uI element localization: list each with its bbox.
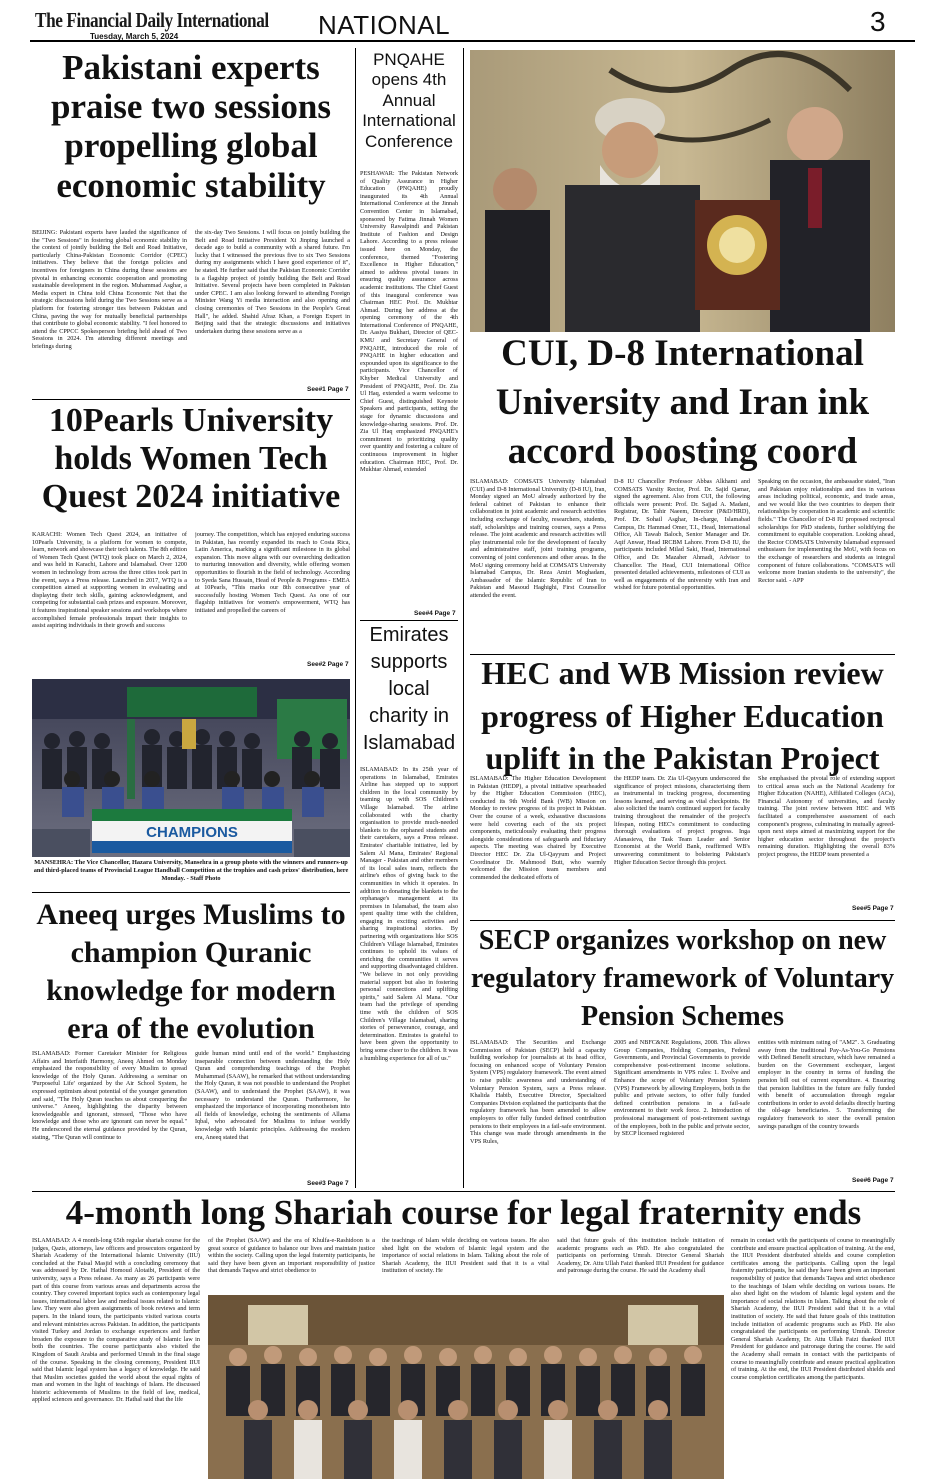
column-rule: [463, 48, 464, 1188]
story9-col4: said that future goals of this institution include initiation of academic programs such as PhD. He also congratulated the participants on performing Umrah. Director General Shariah Academy, Dr. Attu Ullah Faizi thanked IIUI President for guidance and patronage during the course. He said the Academy shall: [557, 1237, 724, 1275]
story2-col1: KARACHI: Women Tech Quest 2024, an initiative of 10Pearls University, is a platform for women to compete, learn, network and showcase their tech talents. The 8th edition of Women Tech Quest (WTQ) took place on March 2, 2024, and was held in Karachi, Lahore and Islamabad. Over 1200 women in technology from across the three cities took part in the event, says a Press release. Launched in 2017, WTQ is a competition aimed at supporting women in evaluating and displaying their tech skills, gaining acknowledgment, and competing for substantial cash prizes and exposure. Moreover, it features inspirational speaker sessions and workshops where accomplished female professionals impart their insights to assist aspiring individuals in their growth and success: [32, 531, 187, 630]
story9-col1: ISLAMABAD: A 4 month-long 65th regular shariah course for the judges, Qazis, attorneys, law officers and prosecutors organized by Shariah Academy of the International Islamic University (IIU) concluded at the Faisal Masjid with a concluding ceremony that was addressed by Dr. Hathal Homoud Alotaibi, President of the university, says a Press release. As many as 26 participants were part of this course from various areas and departments across the country. They covered important topics such as contemporary legal issues, international labor law and medical issues related to Islamic law. They were also given assignments of book reviews and term papers. In the inland tours, the participants visited various courts and relevant ministries across Pakistan. In addition, the participants visited Turkey and Jordan to exchange experiences and further broaden the exposure to the comparative study of Islamic law in both the countries. The course participants also visited the Kingdom of Saudi Arabia and performed Umrah in the final stage of the course. Speaking in the closing ceremony, President IIUI said that Islamic legal system has a legacy of knowledge. He said that Muslim societies guided the world about the equal rights of man and women in the light of teachings of Islam. He discussed historic achievements of Muslims in the field of law, medical, applied sciences and governance. Dr. Hathal said that the life: [32, 1237, 200, 1404]
story2-col2: journey. The competition, which has enjoyed enduring success in Pakistan, has recently expanded its reach to Costa Rica, Latin America, marking a significant milestone in its global expansion. This move aligns with our overarching dedication to nurturing innovation and diversity, while offering women opportunities to flourish in the field of technology. According to Syeda Sana Hussain, Head of People & Programs - EMEA at 10Pearls, "This marks our 8th consecutive year of successfully hosting Women Tech Quest. As one of our flagship initiatives for women's empowerment, WTQ has initiated and propelled the careers of: [195, 531, 350, 614]
mou-signing-photo: [470, 50, 895, 332]
story8-jump: See#6 Page 7: [852, 1177, 894, 1184]
story7-headline: HEC and WB Mission review progress of Higher Education uplift in the Pakistan Project: [481, 655, 884, 777]
story7-jump: See#5 Page 7: [852, 905, 894, 912]
divider: [32, 892, 350, 893]
story7-col1: ISLAMABAD: The Higher Education Development in Pakistan (HEDP), a pivotal initiative spearheaded by the Higher Education Commission (HEC), conducted its 9th World Bank (WB) Mission on Monday to review progress of its project in Pakistan. Over the course of a week, exhaustive discussions were held covering each of the six project components, meticulously evaluating their progress alongside considerations of safeguards and fiduciary aspects. The meeting was chaired by Executive Director HEC Dr. Zia Ul-Qayyum and Project Coordinator Dr. Mahmood Butt, who warmly welcomed the Mission team members and commended the dedicated efforts of: [470, 775, 606, 881]
divider: [32, 399, 350, 400]
story9-col2: of the Prophet (SAAW) and the era of Khulfa-e-Rashidoon is a great source of guidance to balance our lives and maintain justice within the society. Calling upon the legal fraternity participants, he said they have been given an important responsibility of justice that demands Taqwa and strict obedience to: [208, 1237, 375, 1275]
story4-body: PESHAWAR: The Pakistan Network of Quality Assurance in Higher Education (PNQAHE) proudly inaugurated its 4th Annual International Conference at the Jinnah Convention Center in Islamabad, sponsored by Fatima Jinnah Women University Rawalpindi and Pakistan Institute of Fashion and Design Lahore. According to a press release issued here on Monday, the conference, themed "Fostering Excellence in Higher Education," aimed to address pivotal issues in ensuring quality assurance across academic institutions. The Chief Guest of this inaugural conference was Chairman HEC Prof. Dr. Mukhtar Ahmad. During her address at the opening ceremony of the 4th International Conference of PNQAHE, Dr. Aasiya Bukhari, Director of QEC-KMU and Secretary General of PNQAHE, introduced the role of PNQAHE in higher education and expounded upon its significance to the participants. Vice Chancellor of Khyber Medical University and President of PNQAHE, Prof. Dr. Zia Ul Haq, extended a warm welcome to Chief Guest, distinguished Keynote Speakers and participants, setting the stage for dynamic discussions and knowledge-sharing sessions. Prof. Dr. Zia Ul Haq emphasized PNQAHE's commitment to prioritizing quality over quantity and fostering a culture of continuous improvement in higher education. Chairman HEC, Prof. Dr. Mukhtar Ahmad, extended: [360, 170, 458, 474]
story3-col1: ISLAMABAD: Former Caretaker Minister for Religious Affairs and Interfaith Harmony, Aneeq Ahmed on Monday emphasized the responsibility of every Muslim to spread knowledge of the Holy Quran. Addressing a seminar on 'Purposeful Life' organized by the Air School System, he expressed optimism about potential of the younger generation and said, "The Holy Quran teaches us about conquering the universe." Aneeq, highlighting the disparity between knowledgeable and ignorant, stressed, "Those who have knowledge and those who are ignorant can never be equal." He underscored the eternal guidance provided by the Quran, stating, "The Quran will continue to: [32, 1050, 187, 1141]
story2-jump: See#2 Page 7: [307, 661, 349, 668]
story9-col3: the teachings of Islam while deciding on various issues. He also shed light on the wisdom of Islamic legal system and the importance of social relations in Islam. Talking about the role of Shariah Academy, the IIUI President said that it is a vital institution of society. He: [382, 1237, 549, 1275]
story6-headline: CUI, D-8 International University and Iran ink accord boosting coord: [495, 333, 870, 472]
story1-jump: See#1 Page 7: [307, 386, 349, 393]
story2-headline: 10Pearls University holds Women Tech Quest 2024 initiative: [41, 402, 341, 516]
photo1-caption: MANSEHRA: The Vice Chancellor, Hazara University, Mansehra in a group photo with the winners and runners-up and third-placed teams of Provincial League Handball Competition at the trophies and cash prizes' distribution, here Monday. - Staff Photo: [33, 859, 349, 882]
story9-headline: 4-month long Shariah course for legal fraternity ends: [65, 1193, 862, 1232]
story8-col2: 2005 and NBFC&NE Regulations, 2008. This allows Group Companies, Holding Companies, Federal Governments, and Provincial Governments to provide comprehensive post-retirement income solutions. Significant amendments in VPS rules: 1. Evolve and Enhance the scope of Voluntary Pension System (VPS) Framework by allowing Employers, both in the public and private sectors, to offer fully funded defined contribution pensions in a fail-safe environment to their work force. 2. Introduction of professional management of post-retirement savings of the employees, both in the public and private sector, by SECP licensed registered: [614, 1039, 750, 1138]
page-number: 3: [870, 6, 886, 37]
story7-col3: She emphasised the pivotal role of extending support to critical areas such as the National Academy for Higher Education (NAHE), Affiliated Colleges (ACs), Financial Autonomy of universities, and faculty training. The joint review between HEC and WB facilitated a comprehensive assessment of each component's progress, culminating in mutually agreed-upon next steps aimed at maximizing support for the higher education sector throughout the project's remaining duration. Highlighting the overall 83% project progress, the HEDP team presented a: [758, 775, 895, 858]
column-rule: [355, 48, 356, 1188]
story4-jump: See#4 Page 7: [414, 610, 456, 617]
banner-champions: CHAMPIONS: [146, 824, 238, 841]
story6-col1: ISLAMABAD: COMSATS University Islamabad (CUI) and D-8 International University (D-8 IU), Iran, Monday signed an MoU already authorized by the federal cabinet of Pakistan to enhance their collaboration in joint academic and research activities including exchange of faculty, researchers, students, staff, scholarships and training courses, says a Press release. The joint academic and research activities will play instrumental role for the development of faculty and administrative staff, joint training programs, convening of joint conferences and other areas. In the MoU signing ceremony held at COMSATS University Islamabad Campus, Dr. Reza Amiri Moghadam, Ambassador of the Islamic Republic of Iran to Pakistan and Masoud Haghighi, First Counsellor attended the event.: [470, 478, 606, 599]
story8-col3: entities with minimum rating of "AM2". 3. Graduating away from the traditional Pay-As-You-Go Pensions with Defined Benefit structure, which have remained a burden on the Government exchequer, largest employer in the country in terms of funding the pension bill out of current expenditure. 4. Ensuring that pension liabilities in the future are fully funded with benefit of accumulation through regular contributions in order to avoid defaults directly hurting the old-age beneficiaries. 5. Transforming the regulatory framework to steer the overall pension savings paradigm of the country towards: [758, 1039, 895, 1130]
story1-col1: BEIJING: Pakistani experts have lauded the significance of the "Two Sessions" in fostering global economic stability in the context of jointly building the Belt and Road Initiative, particularly China-Pakistan Economic Corridor (CPEC) initiatives. They believe that the foreign policies and incentives for foreigners in China during these sessions are pivotal in enhancing economic cooperation and promoting sustainable development in the region. Muhammad Asghar, a Media expert in China told China Economic Net that the strategic discussions held during the Two Sessions serve as a platform for fostering stronger ties between Pakistan and China, paving the way for mutually beneficial partnerships that contribute to global economic stability. "I feel honored to attend the CPPCC Spokesperson briefing held ahead of Two Sessions in 2024. I'm attending different meetings and briefings during: [32, 229, 187, 350]
story7-col2: the HEDP team. Dr. Zia Ul-Qayyum underscored the significance of project missions, characterising them as instrumental in tracking progress, documenting lessons learned, and serving as vital checkpoints. He also solicited the team's continued support for faculty training throughout the remainder of the project's lifespan, noting HEC's commitment to conducting thorough evaluations of project progress. Inga Afanasieva, the Task Team Leader and Senior Economist at the World Bank, reaffirmed WB's unwavering commitment to bolstering Pakistan's Higher Education Sector through this project.: [614, 775, 750, 866]
story6-col3: Speaking on the occasion, the ambassador stated, "Iran and Pakistan enjoy relationships and ties in various areas including political, economic, and trade areas, and we would like the two countries to deepen their relationships by cooperation in academic and scientific fields." The Chancellor of D-8 IU proposed reciprocal scholarships for PhD students, further solidifying the commitment to equitable cooperation. Looking ahead, the Rector COMSATS University Islamabad expressed enthusiasm for implementing the MoU, with focus on the exchange of researchers and students as integral component of future collaborations. "COMSATS will welcome more Iranian students to the university", the Rector said. - APP: [758, 478, 895, 584]
handball-team-photo: [32, 679, 350, 857]
story1-headline: Pakistani experts praise two sessions propelling global economic stability: [50, 48, 332, 205]
story8-col1: ISLAMABAD: The Securities and Exchange Commission of Pakistan (SECP) held a capacity building workshop for journalists at its head office, focusing on enhanced scope of Voluntary Pension System (VPS) regulatory framework. The event aimed to raise public awareness and understanding of Voluntary Pension System, says a Press release. Khalida Habib, Executive Director, Specialized Companies Division explained the participants that the regulatory framework has been amended to allow employers to offer fully funded defined contribution pensions to their employees in a fail-safe environment. This change was made through amendments in the VPS Rules,: [470, 1039, 606, 1145]
story8-headline: SECP organizes workshop on new regulatory framework of Voluntary Pension Schemes: [470, 925, 895, 1033]
story6-col2: D-8 IU Chancellor Professor Abbas Alkhami and COMSATS Varsity Rector, Prof. Dr. Sajid Qamar, signed the agreement. Also from CUI, the following officials were present: Prof. Dr. Sajjad A. Madani, Registrar, Dr. Tahir Naeem, Director (P&D/HRD), Prof. Dr. Sohail Asghar, In-charge, Islamabad Campus, Dr. Hammad Omer, T.I., Head, International Office, Ali Tawab Baloch, Senior Manager and Dr. Aqif Anwar, Head IRCBM Lahore. From D-8 IU, the participants included Milad Saki, Head, International Office, and Dr. Mazaher Ahmadi, Advisor to Chancellor. The Head, CUI International Office presented detailed achievements, milestones of CUI as well as engagements of the university with Iran and wished for future potential opportunities.: [614, 478, 750, 592]
section-title: NATIONAL: [318, 10, 451, 40]
story3-headline: Aneeq urges Muslims to champion Quranic knowledge for modern era of the evolution: [36, 898, 346, 1046]
story5-body: ISLAMABAD: In its 25th year of operations in Islamabad, Emirates Airline has stepped up to support children in the local community by teaming up with SOS Children's Village Islamabad. The airline collaborated with the charity organisation to provide much-needed blankets to the orphaned students and their caretakers, says a Press release. Emirates' charitable initiative, led by Salem Al Mana, Emirates' Regional Manager - Pakistan and other members of its local sales team, reflects the airline's ethos of giving back to the communities in which it operates. In addition to donating the blankets to the orphanage's management at its premises in Islamabad, the team also spent quality time with the children, engaging in exciting activities and sharing inspirational stories. By partnering with organizations like SOS Children's Village Islamabad, Emirates continues to uphold its values of enriching the communities it serves and supporting disadvantaged children. "We believe in not only providing material support but also in fostering personal connections and uplifting spirits," said Salem Al Mana. "Our team had the privilege of spending time with the children of SOS Children's Village Islamabad, sharing stories of perseverance, courage, and determination. Emirates is grateful to have been given the opportunity to bring some cheer to the children. It was a humbling experience for all of us.": [360, 766, 458, 1062]
paper-name: The Financial Daily International: [35, 8, 269, 32]
story3-jump: See#3 Page 7: [307, 1180, 349, 1187]
issue-date: Tuesday, March 5, 2024: [90, 32, 179, 41]
divider: [360, 620, 458, 621]
divider: [32, 1191, 895, 1192]
story3-col2: guide human mind until end of the world." Emphasizing inseparable connection between understanding the Holy Quran and comprehending teachings of the Prophet Muhammad (SAAW), he remarked that without understanding the Holy Quran, it was not possible to understand the Prophet (SAAW), and to understand the Prophet (SAAW), it was necessary to understand the Quran. Furthermore, he emphasized the importance of incorporating monotheism into all fields of knowledge, echoing the sentiments of Allama Iqbal, who advocated for Muslims to infuse worldly knowledge with Islamic principles. Addressing the modern era, Aneeq stated that: [195, 1050, 350, 1141]
story5-headline: Emirates supports local charity in Islamabad: [362, 624, 456, 754]
story9-col5: remain in contact with the participants of course to meaningfully contribute and ensure practical application of training. At the end, the IIUI President distributed shields and course completion certificates among the participants. Calling upon the legal fraternity participants, he said they have been given an important responsibility of justice that demands Taqwa and strict obedience to the teachings of Islam while deciding on various issues. He also shed light on the wisdom of Islamic legal system and the importance of social relations in Islam. Talking about the role of Shariah Academy, the IIUI President said that it is a vital institution of society. He said that future goals of this institution include initiation of academic programs such as PhD. He also congratulated the participants on performing Umrah. Director General Shariah Academy, Dr. Attu Ullah Faizi thanked IIUI President for guidance and patronage during the course. He said the Academy shall remain in contact with the participants of course to meaningfully contribute and ensure practical application of training. At the end, the IIUI President distributed shields and course completion certificates among the participants.: [731, 1237, 895, 1381]
story1-col2: the six-day Two Sessions. I will focus on jointly building the Belt and Road Initiative President Xi Jinping launched a decade ago to build a community with a shared future. I'm lucky that I witnessed the previous five to six Two Sessions during my assignments which I have good experience of it", he stated. He further said that the Pakistan Economic Corridor is a flagship project of jointly building the Belt and Road Initiative. Several projects have been completed in Pakistan under CPEC. I am also looking forward to attending Foreign Minister Wang Yi media interaction and also opening and closing ceremonies of Two Sessions in the People's Great Hall", he added. Shahid Afraz Khan, a Foreign Expert in Beijing said that the strategic discussions and initiatives undertaken during these sessions serve as a: [195, 229, 350, 335]
story4-headline: PNQAHE opens 4th Annual International Conference: [362, 50, 456, 151]
shariah-course-group-photo: [208, 1295, 724, 1479]
header-rule: [30, 40, 915, 42]
divider: [470, 920, 895, 921]
